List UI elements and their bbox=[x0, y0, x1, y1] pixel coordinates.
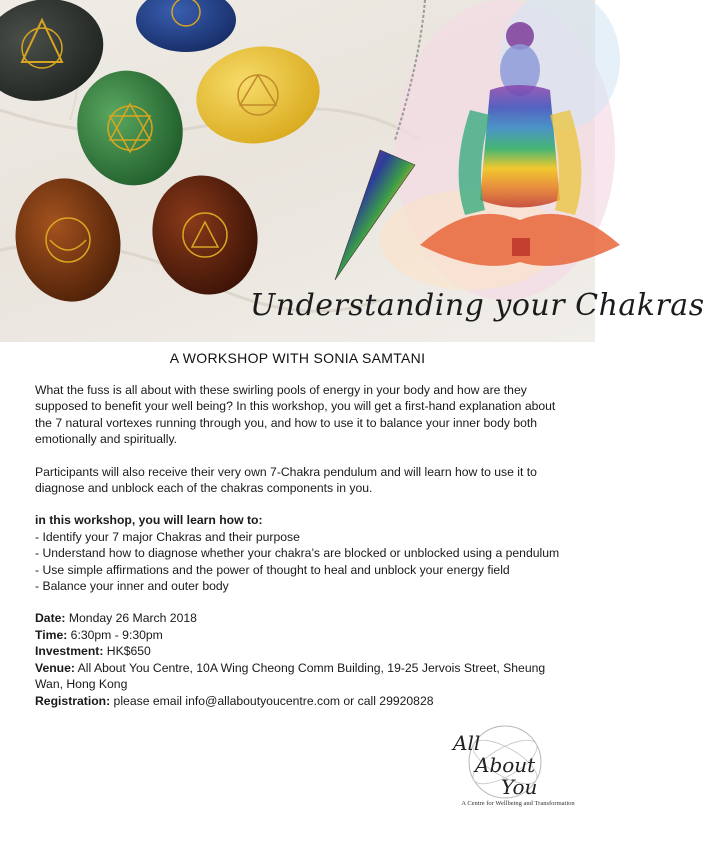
learn-item: - Use simple affirmations and the power of thought to heal and unblock your energy field bbox=[35, 562, 510, 577]
time-line bbox=[35, 627, 565, 643]
date-value: Monday 26 March 2018 bbox=[65, 611, 197, 626]
registration-label: Registration: bbox=[35, 693, 111, 708]
workshop-description bbox=[35, 382, 565, 709]
logo-tagline: A Centre for Wellbeing and Transformation bbox=[461, 800, 575, 807]
venue-label: Venue: bbox=[35, 660, 75, 675]
chakra-stones bbox=[0, 0, 327, 311]
all-about-you-logo bbox=[445, 722, 575, 822]
event-details bbox=[35, 610, 565, 708]
pendulum-paragraph: Participants will also receive their very own 7-Chakra pendulum and will learn how to use it to diagnose and unblock each of the chakras components in you. bbox=[35, 464, 537, 496]
date-label: Date: bbox=[35, 611, 66, 626]
intro-paragraph: What the fuss is all about with these swirling pools of energy in your body and how are they supposed to benefit your well being? In this workshop, you will get a first-hand explanation about the 7 natural vortexes running through you, and how to use it to balance your inner body both emotionally and spiritually. bbox=[35, 383, 556, 447]
logo-word-about: About bbox=[475, 753, 536, 777]
logo-word-you: You bbox=[501, 775, 538, 799]
workshop-heading: A WORKSHOP WITH SONIA SAMTANI bbox=[169, 350, 426, 366]
time-value: 6:30pm - 9:30pm bbox=[67, 627, 163, 642]
date-line bbox=[35, 610, 565, 626]
logo-mark bbox=[445, 722, 575, 802]
venue-value: All About You Centre, 10A Wing Cheong Comm Building, 19-25 Jervois Street, Sheung Wan, Hong Kong bbox=[35, 660, 546, 692]
learn-item: - Understand how to diagnose whether your chakra’s are blocked or unblocked using a pendulum bbox=[35, 546, 560, 561]
learn-list-title: in this workshop, you will learn how to: bbox=[35, 513, 263, 528]
time-label: Time: bbox=[35, 627, 68, 642]
investment-value: HK$650 bbox=[103, 644, 151, 659]
learn-item: - Balance your inner and outer body bbox=[35, 579, 229, 594]
hero-title: Understanding your Chakras bbox=[250, 288, 705, 323]
investment-label: Investment: bbox=[35, 644, 104, 659]
registration-value: please email info@allaboutyoucentre.com or call 29920828 bbox=[110, 693, 434, 708]
venue-line bbox=[35, 660, 565, 693]
hero-image bbox=[0, 0, 705, 342]
registration-line bbox=[35, 693, 565, 709]
logo-word-all: All bbox=[453, 731, 481, 755]
investment-line bbox=[35, 643, 565, 659]
learn-list bbox=[35, 529, 565, 595]
learn-item: - Identify your 7 major Chakras and their purpose bbox=[35, 529, 300, 544]
